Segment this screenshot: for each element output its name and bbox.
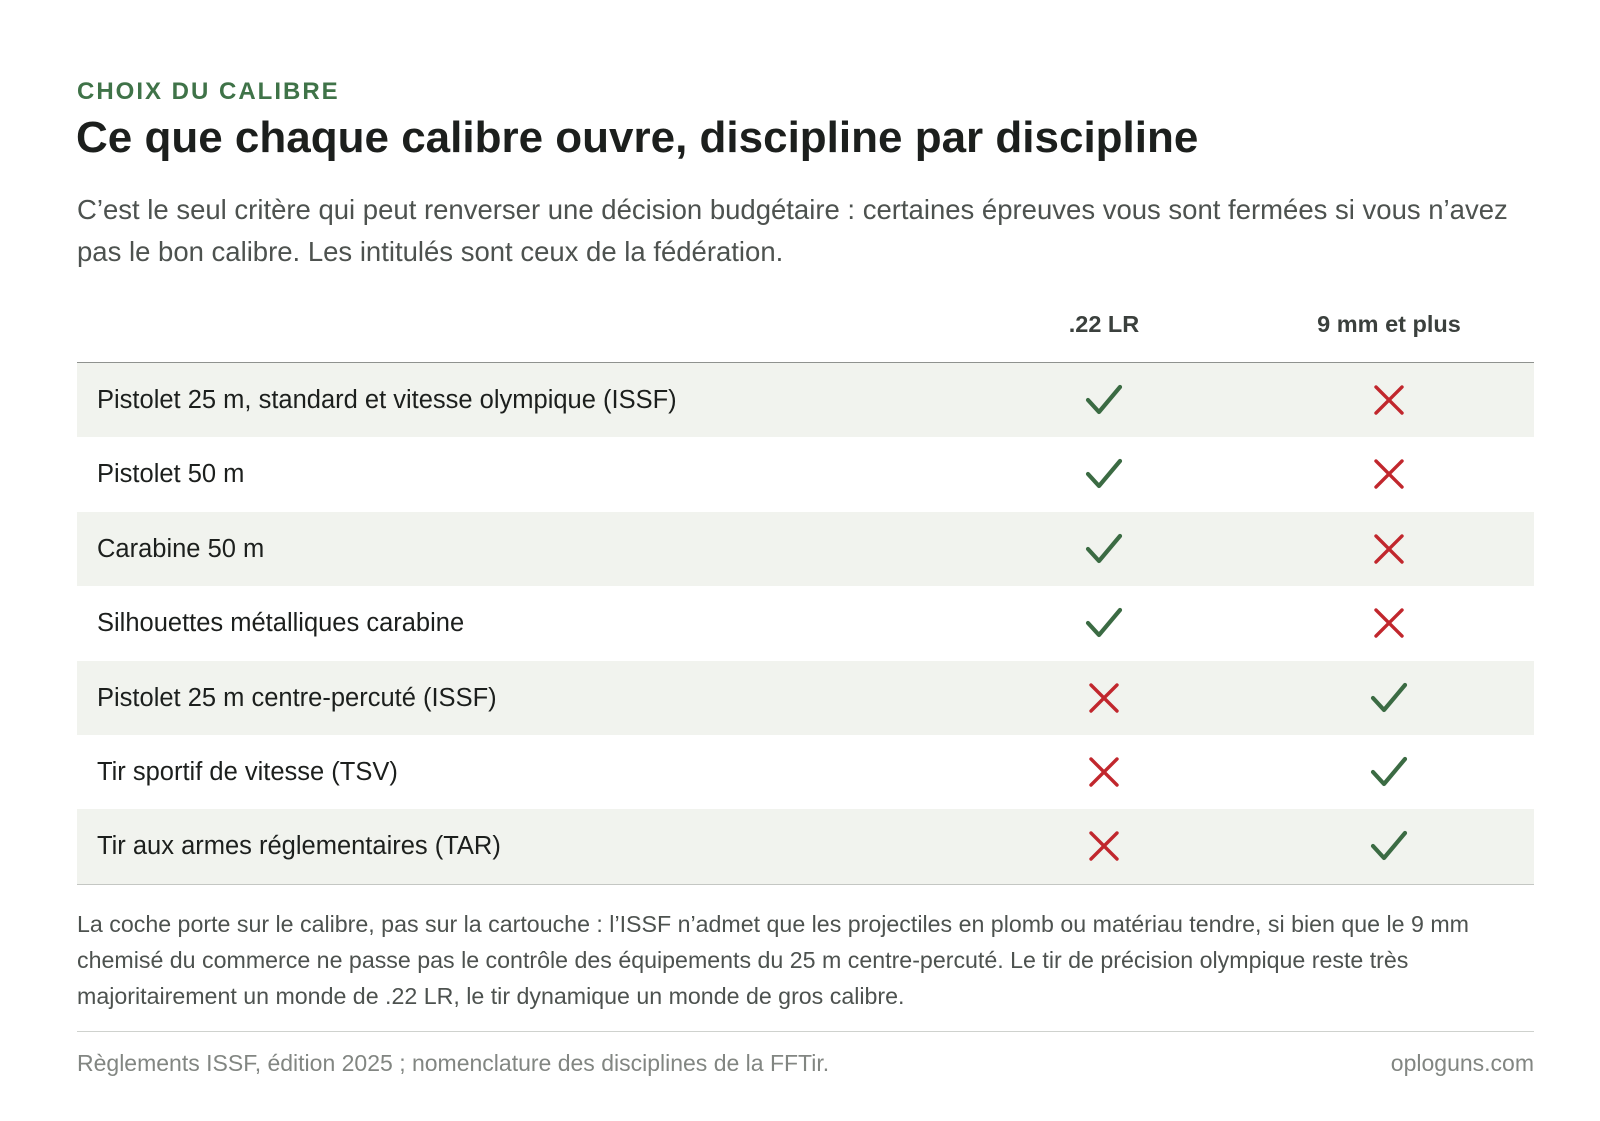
cell-22lr <box>964 809 1244 883</box>
cell-22lr <box>964 661 1244 735</box>
footnote: La coche porte sur le calibre, pas sur la cartouche : l’ISSF n’admet que les projectiles en plomb ou matériau tendre, si bien que le 9 mm chemisé du commerce ne passe pas le contrôle des équipements du 25 m centre-percuté. Le tir de précision olympique reste très majoritairement un monde de .22 LR, le tir dynamique un monde de gros calibre. <box>77 911 1469 1009</box>
cell-9mm <box>1249 586 1529 660</box>
page-title: Ce que chaque calibre ouvre, discipline par discipline <box>76 113 1199 162</box>
discipline-label: Pistolet 25 m centre-percuté (ISSF) <box>97 683 497 712</box>
check-icon <box>1370 679 1408 717</box>
check-icon <box>1085 381 1123 419</box>
intro-paragraph: C’est le seul critère qui peut renverser une décision budgétaire : certaines épreuves vous sont fermées si vous n’avez pas le bon calibre. Les intitulés sont ceux de la fédération. <box>77 194 1508 267</box>
table-bottom-rule <box>77 884 1534 885</box>
discipline-label: Pistolet 25 m, standard et vitesse olympique (ISSF) <box>97 386 677 414</box>
table-body <box>77 363 1534 884</box>
cross-icon <box>1085 753 1123 791</box>
cell-9mm <box>1249 437 1529 511</box>
table-row <box>77 809 1534 883</box>
check-icon <box>1370 827 1408 865</box>
cross-icon <box>1085 679 1123 717</box>
footer-divider <box>77 1031 1534 1032</box>
cross-icon <box>1370 381 1408 419</box>
table-row <box>77 363 1534 437</box>
check-icon <box>1085 455 1123 493</box>
cell-9mm <box>1249 809 1529 883</box>
cell-22lr <box>964 586 1244 660</box>
section-kicker: CHOIX DU CALIBRE <box>77 78 340 105</box>
calibre-table <box>77 296 1534 885</box>
check-icon <box>1085 530 1123 568</box>
cross-icon <box>1085 827 1123 865</box>
check-icon <box>1370 753 1408 791</box>
table-row <box>77 586 1534 660</box>
discipline-label: Silhouettes métalliques carabine <box>97 609 465 638</box>
cell-22lr <box>964 512 1244 586</box>
table-header <box>77 296 1534 363</box>
cell-22lr <box>964 437 1244 511</box>
cell-22lr <box>964 363 1244 437</box>
table-row <box>77 512 1534 586</box>
column-header-22lr: .22 LR <box>1068 311 1140 337</box>
cell-9mm <box>1249 512 1529 586</box>
cross-icon <box>1370 604 1408 642</box>
check-icon <box>1085 604 1123 642</box>
discipline-label: Tir sportif de vitesse (TSV) <box>97 757 398 786</box>
cell-9mm <box>1249 363 1529 437</box>
table-row <box>77 437 1534 511</box>
cross-icon <box>1370 530 1408 568</box>
column-header-9mm: 9 mm et plus <box>1317 311 1461 337</box>
cell-9mm <box>1249 735 1529 809</box>
discipline-label: Carabine 50 m <box>97 534 265 563</box>
cell-22lr <box>964 735 1244 809</box>
source-note: Règlements ISSF, édition 2025 ; nomenclature des disciplines de la FFTir. <box>77 1050 830 1076</box>
discipline-label: Pistolet 50 m <box>97 460 245 489</box>
site-credit: oploguns.com <box>1390 1050 1534 1076</box>
table-row <box>77 735 1534 809</box>
cell-9mm <box>1249 661 1529 735</box>
cross-icon <box>1370 455 1408 493</box>
discipline-label: Tir aux armes réglementaires (TAR) <box>97 832 501 861</box>
table-row <box>77 661 1534 735</box>
